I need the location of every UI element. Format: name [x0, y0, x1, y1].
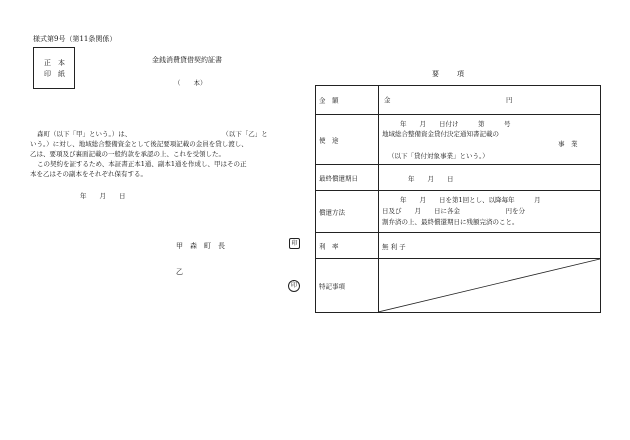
purpose-line1: 年 月 日付け 第 号 — [400, 120, 511, 128]
seal-a-icon: 印 — [289, 238, 300, 249]
repayment-line2: 日及び 月 日に各金 円を分 — [382, 207, 525, 215]
contract-date: 年 月 日 — [80, 192, 126, 200]
party-b-name: 乙 — [176, 268, 183, 276]
body-line: 森町（以下「甲」という。）は、 （以下「乙」と — [37, 130, 268, 138]
amount-suffix: 円 — [506, 96, 513, 104]
purpose-line4: （以下「貸付対象事業」という。） — [388, 152, 489, 160]
party-a-name: 甲森町長 — [176, 242, 232, 250]
terms-table — [315, 85, 601, 313]
purpose-line3: 事 業 — [558, 140, 578, 148]
amount-prefix: 金 — [384, 96, 391, 104]
purpose-line2: 地域総合整備資金貸付決定通知書記載の — [382, 130, 499, 138]
terms-row-special — [316, 258, 600, 312]
special-diagonal-line — [378, 259, 600, 312]
interest-value: 無 利 子 — [382, 243, 406, 251]
terms-row-repayment-method — [316, 190, 600, 233]
body-line: この契約を証するため、本証書正本1通、副本1通を作成し、甲はその正 — [37, 160, 247, 168]
body-line: 本を乙はその副本をそれぞれ保有する。 — [30, 170, 147, 178]
amount-label: 金 額 — [319, 96, 339, 105]
copy-type: （ 本） — [174, 79, 207, 87]
revenue-stamp-box — [33, 47, 75, 89]
body-line: 乙は、要項及び裏面記載の一般約款を承認の上、これを受領した。 — [30, 150, 225, 158]
repayment-line1: 年 月 日を第1回とし、以降毎年 月 — [400, 196, 541, 204]
body-line: いう。）に対し、地域総合整備資金として後記要項記載の金員を貸し渡し、 — [30, 140, 248, 148]
terms-header: 要項 — [432, 70, 482, 78]
seal-b-icon: 印 — [288, 280, 300, 292]
final-repayment-label: 最終償還期日 — [319, 174, 358, 183]
terms-row-amount — [316, 86, 600, 114]
purpose-label: 使 途 — [319, 136, 339, 145]
repayment-line3: 割弁済の上、最終償還期日に残額完済のこと。 — [382, 218, 519, 226]
special-label: 特記事項 — [319, 282, 345, 290]
stamp-box-line1: 正 本 — [44, 59, 65, 67]
terms-row-final-repayment — [316, 164, 600, 191]
contract-body — [30, 129, 298, 179]
stamp-box-line2: 印 紙 — [44, 70, 65, 78]
terms-row-purpose — [316, 114, 600, 165]
document-title: 金銭消費貸借契約証書 — [152, 56, 222, 64]
form-number: 様式第9号（第11条関係） — [33, 35, 117, 43]
final-repayment-value: 年 月 日 — [408, 175, 454, 183]
interest-label: 利 率 — [319, 242, 339, 251]
terms-row-interest — [316, 232, 600, 259]
repayment-method-label: 償還方法 — [319, 208, 345, 217]
